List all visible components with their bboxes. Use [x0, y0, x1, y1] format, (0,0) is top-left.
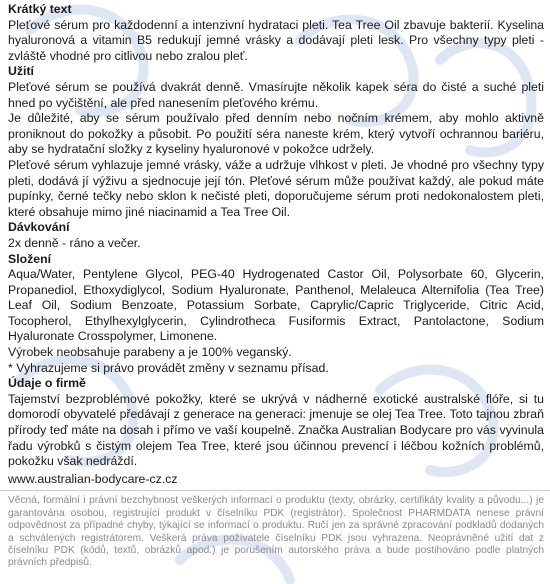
section-title-dosage: Dávkování: [8, 220, 70, 235]
section-title-composition: Složení: [8, 251, 52, 266]
section-composition: [8, 252, 544, 377]
composition-change-note: * Vyhrazujeme si právo provádět změny v seznamu přísad.: [8, 360, 329, 375]
company-website-link[interactable]: www.australian-bodycare-cz.cz: [8, 471, 178, 486]
short-text-body: Pleťové sérum pro každodenní a intenzivní hydrataci pleti. Tea Tree Oil zbavuje bakterií. Kyselina hyaluronová a vitamin B5 redukují jemné vrásky a dodávají pleti lesk. Pro všechny typy pleti - zvláště vhodné pro citlivou nebo zralou pleť.: [8, 17, 544, 63]
usage-paragraph-1: Pleťové sérum se používá dvakrát denně. Vmasírujte několik kapek séra do čisté a suché pleti hned po vyčištění, ale před nanesením pleťového krému.: [8, 79, 544, 110]
dosage-body: 2x denně - ráno a večer.: [8, 235, 141, 250]
section-usage: [8, 64, 544, 220]
composition-vegan-note: Výrobek neobsahuje parabeny a je 100% veganský.: [8, 345, 292, 360]
usage-paragraph-3: Pleťové sérum vyhlazuje jemné vrásky, váže a udržuje vlhkost v pleti. Je vhodné pro všechny typy pleti, dodává jí výživu a sjednocuje její tón. Pleťové sérum může používat každý, ale pokud máte pupínky, černé tečky nebo sklon k nečisté pleti, doporučujeme sérum proti nedokonalostem pleti, které obsahuje mimo jiné niacinamid a Tea Tree Oil.: [8, 157, 544, 219]
usage-paragraph-2: Je důležité, aby se sérum používalo před denním nebo nočním krémem, aby mohlo aktivně proniknout do pokožky a působit. Po použití séra naneste krém, který vytvoří ochrannou bariéru, aby se hydratační složky z kyseliny hyaluronové v pokožce udržely.: [8, 111, 544, 157]
section-title-usage: Užití: [8, 64, 34, 79]
company-body: Tajemství bezproblémové pokožky, které se ukrývá v nádherné exotické australské flóře, si tu domorodí obyvatelé předávají z generace na generaci: jmenuje se olej Tea Tree. Toto tajnou zbraň přírody teď máte na dosah i přímo ve vaší koupelně. Značka Australian Bodycare pro vás vyvinula řadu výrobků s čistým olejem Tea Tree, které jsou účinnou prevencí i léčbou kožních problémů, pokožku však nedráždí.: [8, 391, 544, 469]
section-short-text: [8, 2, 544, 64]
section-company: [8, 376, 544, 487]
pdk-disclaimer: Věcná, formální i právní bezchybnost veškerých informací o produktu (texty, obrázky, certifikáty kvality a původu...) je garantována osobou, registrující produkt v číselníku PDK (registrátor). Společnost PHARMDATA nenese právní odpovědnost za případné chyby, týkající se informací o produktu. Ručí jen za správné zpracování podkladů dodaných a schválených registrátorem. Veškerá práva požívatele číselníku PDK jsou vyhrazena. Neoprávněné užití dat z číselníku PDK (kódů, textů, obrázků apod.) je porušením autorského práva a bude postihováno podle platných právních předpisů.: [0, 490, 550, 569]
section-title-short-text: Krátký text: [8, 2, 72, 16]
section-dosage: [8, 220, 544, 251]
composition-ingredients: Aqua/Water, Pentylene Glycol, PEG-40 Hydrogenated Castor Oil, Polysorbate 60, Glycerin, Propanediol, Ethoxydiglycol, Sodium Hyaluronate, Panthenol, Melaleuca Alternifolia (Tea Tree) Leaf Oil, Sodium Benzoate, Potassium Sorbate, Caprylic/Capric Triglyceride, Citric Acid, Tocopherol, Ethylhexylglycerin, Cylindrotheca Fusiformis Extract, Pantolactone, Sodium Hyaluronate Crosspolymer, Limonene.: [8, 267, 544, 344]
section-title-company: Údaje o firmě: [8, 376, 86, 391]
